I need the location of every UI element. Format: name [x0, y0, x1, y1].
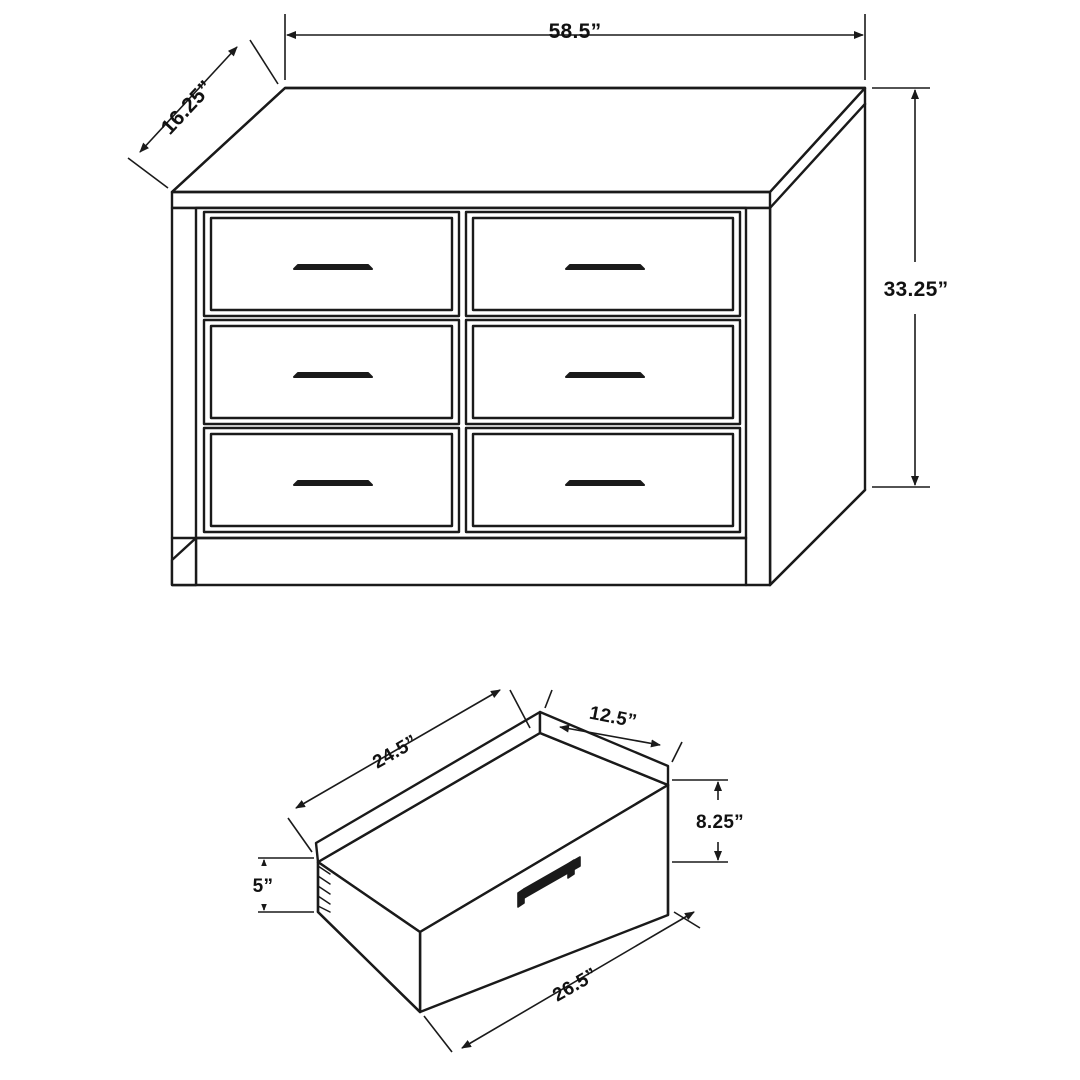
dimension-label-width: 58.5”: [548, 20, 602, 43]
dimension-label-drawer-front-width: 26.5”: [549, 964, 602, 1007]
handle-icon-5[interactable]: [294, 481, 372, 485]
dimension-label-height: 33.25”: [883, 278, 949, 301]
drawer-depth-extension-a: [545, 690, 552, 708]
dimension-label-drawer-interior-depth: 12.5”: [587, 702, 639, 733]
dimension-label-drawer-interior-width: 24.5”: [369, 731, 422, 774]
depth-extension-bottom: [128, 158, 168, 188]
drawer-depth-extension-b: [672, 742, 682, 762]
drawer-frontwidth-extension-a: [674, 912, 700, 928]
handle-icon-2[interactable]: [566, 265, 644, 269]
dresser-figure: [172, 88, 865, 585]
drawer-handle-post-right: [568, 860, 574, 878]
drawer-width-extension-a: [510, 690, 530, 728]
drawer-handle-post-left: [518, 889, 524, 907]
dresser-front-frame: [196, 208, 746, 538]
dimension-label-drawer-side-height: 5”: [252, 876, 274, 897]
dimension-label-depth: 16.25”: [156, 76, 218, 140]
handle-icon-6[interactable]: [566, 481, 644, 485]
drawer-figure: [316, 712, 668, 1012]
drawer-width-extension-b: [288, 818, 312, 852]
handle-icon-3[interactable]: [294, 373, 372, 377]
drawer-frontwidth-extension-b: [424, 1016, 452, 1052]
handle-icon-1[interactable]: [294, 265, 372, 269]
dimension-label-drawer-front-height: 8.25”: [696, 812, 744, 833]
depth-extension-top: [250, 40, 278, 84]
handle-icon-4[interactable]: [566, 373, 644, 377]
dresser-top-panel: [172, 88, 865, 192]
dresser-top-edge: [172, 192, 770, 208]
